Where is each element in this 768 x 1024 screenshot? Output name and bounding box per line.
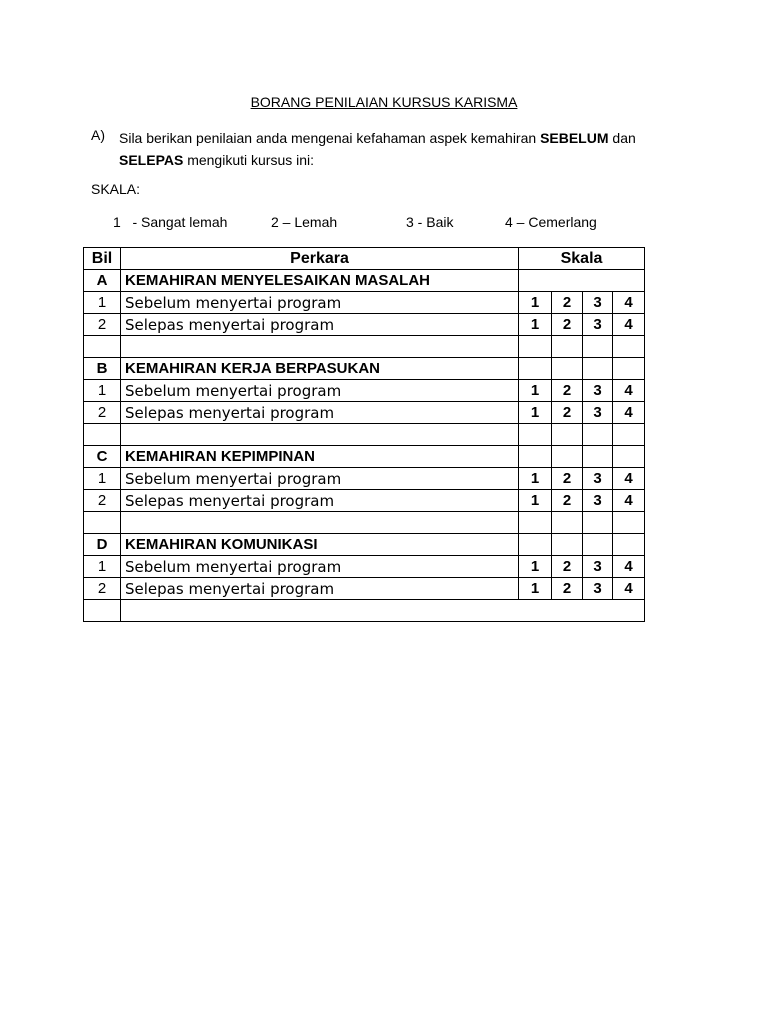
form-title: BORANG PENILAIAN KURSUS KARISMA [250,94,518,110]
section-row [84,534,645,556]
spacer-row [84,512,645,534]
empty-cell [84,600,121,622]
scale-option-2[interactable]: 2 [552,314,583,336]
scale-option-1[interactable]: 1 [519,468,552,490]
scale-option-2[interactable]: 2 [552,468,583,490]
item-text: Selepas menyertai program [121,314,519,336]
empty-cell [613,512,645,534]
section-row [84,270,645,292]
instruction-text [119,127,689,171]
scale-option-4[interactable]: 4 [613,468,645,490]
empty-cell [84,424,121,446]
spacer-row [84,600,645,622]
scale-item-1: 1 - Sangat lemah [113,214,228,230]
scale-option-4[interactable]: 4 [613,292,645,314]
scale-item-2: 2 – Lemah [271,214,338,230]
item-number: 2 [84,490,121,512]
scale-blank-cell [552,534,583,556]
table-row [84,402,645,424]
header-skala: Skala [519,248,645,270]
item-number: 2 [84,402,121,424]
scale-option-3[interactable]: 3 [583,314,613,336]
scale-option-3[interactable]: 3 [583,490,613,512]
scale-option-3[interactable]: 3 [583,556,613,578]
item-text: Selepas menyertai program [121,578,519,600]
empty-cell [583,512,613,534]
section-code: B [84,358,121,380]
section-title: KEMAHIRAN MENYELESAIKAN MASALAH [121,270,519,292]
table-row [84,292,645,314]
item-number: 1 [84,556,121,578]
empty-cell [84,512,121,534]
table-row [84,490,645,512]
scale-option-3[interactable]: 3 [583,292,613,314]
empty-cell [583,336,613,358]
empty-cell [121,336,519,358]
item-number: 1 [84,380,121,402]
scale-blank-cell [519,446,552,468]
empty-cell [519,424,552,446]
section-code: D [84,534,121,556]
empty-cell [121,600,645,622]
empty-cell [552,512,583,534]
empty-cell [613,424,645,446]
instruction-bold-selepas: SELEPAS [119,152,184,168]
scale-option-2[interactable]: 2 [552,380,583,402]
scale-option-3[interactable]: 3 [583,380,613,402]
scale-blank-cell [552,446,583,468]
spacer-row [84,424,645,446]
table-header-row [84,248,645,270]
scale-option-4[interactable]: 4 [613,556,645,578]
scale-blank-cell [519,358,552,380]
item-text: Selepas menyertai program [121,402,519,424]
instruction-bold-sebelum: SEBELUM [540,130,609,146]
empty-cell [121,512,519,534]
scale-option-4[interactable]: 4 [613,578,645,600]
empty-cell [84,336,121,358]
instruction-part-1: Sila berikan penilaian anda mengenai kefahaman aspek kemahiran [119,130,541,146]
scale-blank-cell [613,358,645,380]
spacer-row [84,336,645,358]
scale-option-1[interactable]: 1 [519,292,552,314]
table-row [84,314,645,336]
scale-option-1[interactable]: 1 [519,380,552,402]
scale-option-1[interactable]: 1 [519,402,552,424]
instruction-label: A) [91,127,105,143]
scale-option-1[interactable]: 1 [519,556,552,578]
empty-cell [583,424,613,446]
empty-cell [552,336,583,358]
scale-option-1[interactable]: 1 [519,490,552,512]
scale-blank-cell [583,446,613,468]
section-code: C [84,446,121,468]
item-text: Sebelum menyertai program [121,556,519,578]
table-row [84,468,645,490]
assessment-table [83,247,645,622]
scale-option-4[interactable]: 4 [613,402,645,424]
section-title: KEMAHIRAN KERJA BERPASUKAN [121,358,519,380]
scale-option-1[interactable]: 1 [519,578,552,600]
scale-option-4[interactable]: 4 [613,490,645,512]
empty-cell [519,512,552,534]
scale-item-3: 3 - Baik [406,214,454,230]
item-text: Selepas menyertai program [121,490,519,512]
instruction-part-3: mengikuti kursus ini: [183,152,315,168]
empty-cell [552,424,583,446]
scale-option-1[interactable]: 1 [519,314,552,336]
empty-cell [519,336,552,358]
item-text: Sebelum menyertai program [121,468,519,490]
table-row [84,578,645,600]
section-row [84,358,645,380]
scale-option-2[interactable]: 2 [552,578,583,600]
item-number: 1 [84,292,121,314]
empty-cell [613,336,645,358]
table-row [84,556,645,578]
scale-blank-cell [583,534,613,556]
section-title: KEMAHIRAN KEPIMPINAN [121,446,519,468]
empty-cell [121,424,519,446]
section-code: A [84,270,121,292]
scale-heading: SKALA: [91,181,141,197]
scale-option-2[interactable]: 2 [552,490,583,512]
scale-blank-cell [552,358,583,380]
scale-option-2[interactable]: 2 [552,292,583,314]
instruction-part-2: dan [608,130,636,146]
scale-blank-cell [583,358,613,380]
item-text: Sebelum menyertai program [121,292,519,314]
scale-blank-cell [613,446,645,468]
item-number: 2 [84,578,121,600]
item-text: Sebelum menyertai program [121,380,519,402]
table-row [84,380,645,402]
scale-option-2[interactable]: 2 [552,556,583,578]
header-bil: Bil [84,248,121,270]
section-row [84,446,645,468]
item-number: 1 [84,468,121,490]
item-number: 2 [84,314,121,336]
header-perkara: Perkara [121,248,519,270]
scale-option-4[interactable]: 4 [613,314,645,336]
scale-option-3[interactable]: 3 [583,402,613,424]
scale-blank-cell [519,534,552,556]
scale-item-4: 4 – Cemerlang [505,214,597,230]
scale-option-3[interactable]: 3 [583,468,613,490]
section-title: KEMAHIRAN KOMUNIKASI [121,534,519,556]
scale-option-4[interactable]: 4 [613,380,645,402]
scale-blank-cell [613,534,645,556]
scale-blank-cell [519,270,645,292]
scale-option-2[interactable]: 2 [552,402,583,424]
scale-option-3[interactable]: 3 [583,578,613,600]
